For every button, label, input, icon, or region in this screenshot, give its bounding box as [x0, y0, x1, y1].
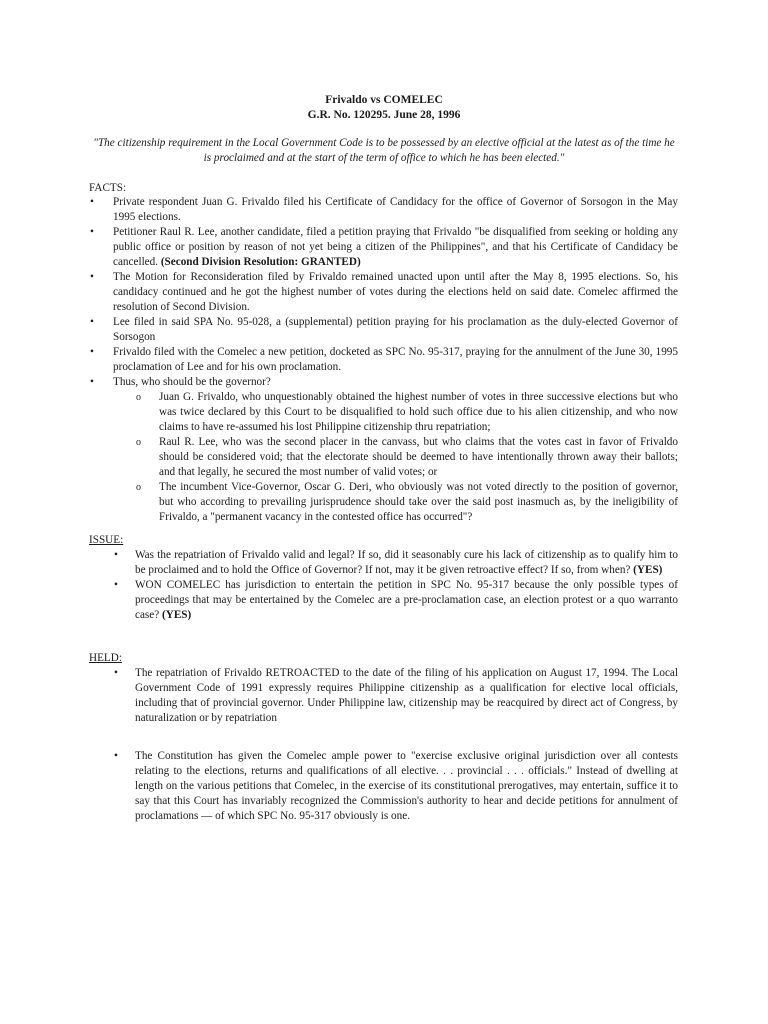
bullet-icon: •: [90, 226, 94, 238]
facts-item-text: Petitioner Raul R. Lee, another candidate, filed a petition praying that Frivaldo "be disqualified from seeking or holding any public office or position by reason of not yet being a citizen of the Philippines", and that his Certificate of Candidacy be cancelled.: [113, 226, 678, 268]
bullet-icon: •: [90, 346, 94, 358]
governor-option-text: Raul R. Lee, who was the second placer in the canvass, but who claims that the votes cast in favor of Frivaldo should be considered void; that the electorate should be deemed to have intentionally thrown away their ballots; and that legally, he secured the most number of valid votes; or: [159, 436, 678, 478]
governor-option: [136, 435, 678, 480]
facts-item: [90, 195, 678, 225]
bullet-icon: •: [90, 376, 94, 388]
held-item-text: The repatriation of Frivaldo RETROACTED to the date of the filing of his application on August 17, 1994. The Local Government Code of 1991 expressly requires Philippine citizenship as a qualification for elective local officials, including that of provincial governor. Under Philippine law, citizenship may be reacquired by direct act of Congress, by naturalization or by repatriation: [135, 667, 678, 724]
facts-item-text: Thus, who should be the governor?: [113, 376, 271, 388]
sub-bullet-icon: o: [136, 392, 141, 403]
bullet-icon: •: [114, 667, 118, 679]
bullet-icon: •: [114, 750, 118, 762]
facts-item-text: The Motion for Reconsideration filed by Frivaldo remained unacted upon until after the May 8, 1995 elections. So, his candidacy continued and he got the highest number of votes during the elections held on said date. Comelec affirmed the resolution of Second Division.: [113, 271, 678, 313]
facts-item: [90, 375, 678, 525]
governor-options-list: [136, 390, 678, 525]
issue-item: [114, 548, 678, 578]
bullet-icon: •: [114, 549, 118, 561]
issue-list: [114, 548, 678, 623]
issue-item-text: WON COMELEC has jurisdiction to entertain the petition in SPC No. 95-317 because the only possible types of proceedings that may be entertained by the Comelec are a pre-proclamation case, an election protest or a quo warranto case?: [135, 579, 678, 621]
held-heading: HELD:: [89, 652, 122, 664]
facts-item: [90, 225, 678, 270]
case-citation: G.R. No. 120295. June 28, 1996: [307, 109, 461, 121]
sub-bullet-icon: o: [136, 482, 141, 493]
governor-option-text: Juan G. Frivaldo, who unquestionably obtained the highest number of votes in three successive elections but who was twice declared by this Court to be disqualified to hold such office due to his alien citizenship, and who now claims to have re-assumed his lost Philippine citizenship thru repatriation;: [159, 391, 678, 433]
issue-item: [114, 578, 678, 623]
issue-item-answer: (YES): [162, 609, 192, 621]
facts-item-bold: (Second Division Resolution: GRANTED): [160, 256, 361, 268]
facts-heading: FACTS:: [89, 182, 127, 194]
issue-item-answer: (YES): [633, 564, 663, 576]
bullet-icon: •: [90, 271, 94, 283]
bullet-icon: •: [90, 196, 94, 208]
facts-item-text: Frivaldo filed with the Comelec a new petition, docketed as SPC No. 95-317, praying for the annulment of the June 30, 1995 proclamation of Lee and for his own proclamation.: [113, 346, 678, 373]
bullet-icon: •: [90, 316, 94, 328]
governor-option: [136, 480, 678, 525]
sub-bullet-icon: o: [136, 437, 141, 448]
case-title: Frivaldo vs COMELEC: [325, 94, 443, 106]
held-item-text: The Constitution has given the Comelec ample power to "exercise exclusive original jurisdiction over all contests relating to the elections, returns and qualifications of all elective. . . provincial . . . officials." Instead of dwelling at length on the various petitions that Comelec, in the exercise of its constitutional prerogatives, may entertain, suffice it to say that this Court has invariably recognized the Commission's authority to hear and decide petitions for annulment of proclamations — of which SPC No. 95-317 obviously is one.: [135, 750, 678, 822]
issue-heading: ISSUE:: [89, 534, 124, 546]
held-item: [114, 749, 678, 824]
bullet-icon: •: [114, 579, 118, 591]
facts-item-text: Private respondent Juan G. Frivaldo filed his Certificate of Candidacy for the office of Governor of Sorsogon in the May 1995 elections.: [113, 196, 678, 223]
issue-item-text: Was the repatriation of Frivaldo valid and legal? If so, did it seasonably cure his lack of citizenship as to qualify him to be proclaimed and to hold the Office of Governor? If not, may it be given retroactive effect? If so, from when?: [135, 549, 678, 576]
governor-option: [136, 390, 678, 435]
facts-list: [90, 195, 678, 525]
held-item: [114, 666, 678, 726]
facts-item: [90, 315, 678, 345]
governor-option-text: The incumbent Vice-Governor, Oscar G. Deri, who obviously was not voted directly to the position of governor, but who according to prevailing jurisprudence should take over the said post inasmuch as, by the ineligibility of Frivaldo, a "permanent vacancy in the contested office has occurred"?: [159, 481, 678, 523]
facts-item: [90, 345, 678, 375]
facts-item: [90, 270, 678, 315]
held-list: [114, 666, 678, 824]
doctrine-quote: "The citizenship requirement in the Local Government Code is to be possessed by an elective official at the latest as of the time he is proclaimed and at the start of the term of office to which he has been elected.": [93, 137, 675, 164]
facts-item-text: Lee filed in said SPA No. 95-028, a (supplemental) petition praying for his proclamation as the duly-elected Governor of Sorsogon: [113, 316, 678, 343]
